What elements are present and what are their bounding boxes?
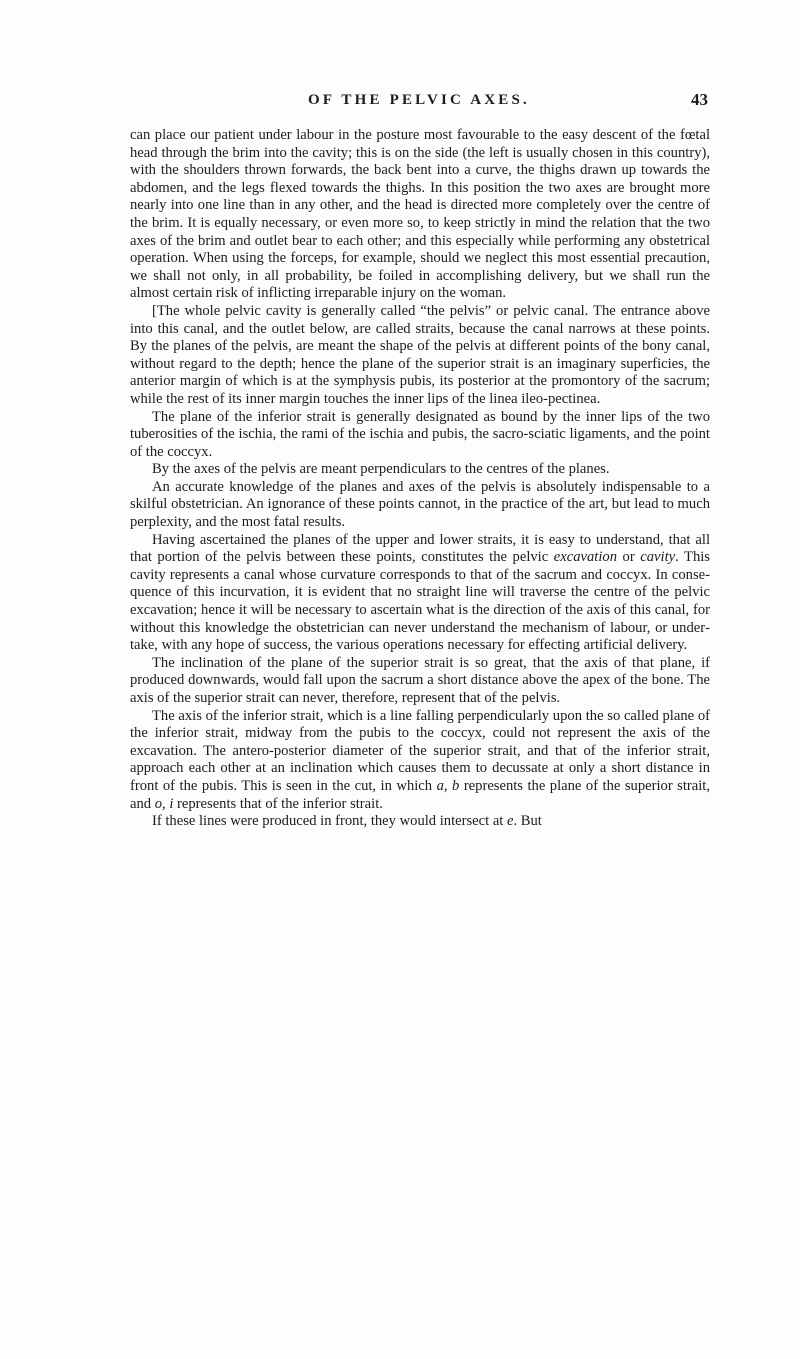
running-head (130, 92, 708, 116)
label-e: e (507, 813, 514, 830)
paragraph-intersection (130, 813, 710, 831)
paragraph-inferior-strait-plane: The plane of the inferior strait is generally designated as bound by the inner lips of the two tuberosities of the ischia, the rami of the ischia and pubis, the sacro-sciatic ligaments, and the point of the coccyx. (130, 408, 710, 460)
paragraph-inferior-axis (130, 708, 710, 814)
term-cavity: cavity (640, 549, 676, 566)
inferior-axis-text-3: represents that of the inferior strait. (173, 795, 383, 812)
paragraph-knowledge: An accurate knowledge of the planes and axes of the pelvis is absolutely indispensable to a skilful obstetrician. An ignorance of these points cannot, in the practice of the art, but lead to much perplexity, and the most fatal results. (130, 478, 710, 531)
paragraph-axes-definition: By the axes of the pelvis are meant perpendiculars to the centres of the planes. (152, 461, 610, 478)
running-title: OF THE PELVIC AXES. (308, 92, 530, 108)
page-number: 43 (691, 90, 708, 109)
excavation-text-1: Having ascertained the planes of the upper and lower straits, it is easy to understand, that all that portion of the pelvis between these points, constitutes the pelvic (130, 531, 710, 566)
excavation-text-3: . This cavity represents a canal whose curvature corresponds to that of the sacrum and coccyx. In consequence of this incurvation, it is evident that no straight line will traverse the centre of the pelvic excavation; hence it will be necessary to ascertain what is the direction of the axis of this canal, for without this knowledge the obstetrician can never understand the mechanism of labour, or undertake, with any hope of success, the various operations necessary for effecting artificial delivery. (130, 549, 710, 654)
excavation-text-2: or (617, 549, 641, 566)
inferior-axis-text-1: The axis of the inferior strait, which is a line falling perpendicularly upon the so called plane of the inferior strait, midway from the pubis to the coccyx, could not represent the axis of the excavation. The antero-posterior diameter of the superior strait, and that of the inferior strait, approach each other at an inclination which causes them to decussate at only a short distance in front of the pubis. This is seen in the cut, in which (130, 707, 710, 794)
paragraph-superior-inclination: The inclination of the plane of the superior strait is so great, that the axis of that plane, if produced downwards, would fall upon the sacrum a short distance above the apex of the bone. The axis of the superior strait can never, therefore, represent that of the pelvis. (130, 654, 710, 706)
intersection-text-2: . But (513, 813, 542, 830)
body-text (130, 127, 710, 831)
paragraph-continuation: can place our patient under labour in the posture most favourable to the easy descent of the fœtal head through the brim into the cavity; this is on the side (the left is usually chosen in this country), with the shoulders thrown forwards, the back bent into a curve, the thighs drawn up towards the abdomen, and the legs flexed towards the thighs. In this position the two axes are brought more nearly into one line than in any other, and the head is directed more completely over the centre of the brim. It is equally necessary, or even more so, to keep strictly in mind the relation that the two axes of the brim and outlet bear to each other; and this especially while performing any obstetrical operation. When using the forceps, for example, should we neglect this most essential precaution, we shall not only, in all probability, be foiled in accomplishing delivery, but we shall run the almost certain risk of inflicting irreparable injury on the woman. (130, 127, 710, 302)
paragraph-pelvic-canal: [The whole pelvic cavity is generally called “the pelvis” or pelvic canal. The entrance above into this canal, and the outlet below, are called straits, because the canal narrows at these points. By the planes of the pelvis, are meant the shape of the pelvis at different points of the bony canal, without regard to the depth; hence the plane of the superior strait is an imaginary superficies, the anterior margin of which is at the symphysis pubis, its posterior at the promontory of the sacrum; while the rest of its inner margin touches the inner lips of the linea ileo-pectinea. (130, 302, 710, 407)
intersection-text-1: If these lines were produced in front, they would intersect at (152, 813, 507, 830)
paragraph-excavation (130, 532, 710, 655)
term-excavation: excavation (553, 549, 617, 566)
inferior-axis-text-2: represents the plane of the superior strait, and (130, 777, 711, 812)
label-ab: a, b (436, 777, 460, 794)
label-oi: o, i (154, 795, 174, 812)
